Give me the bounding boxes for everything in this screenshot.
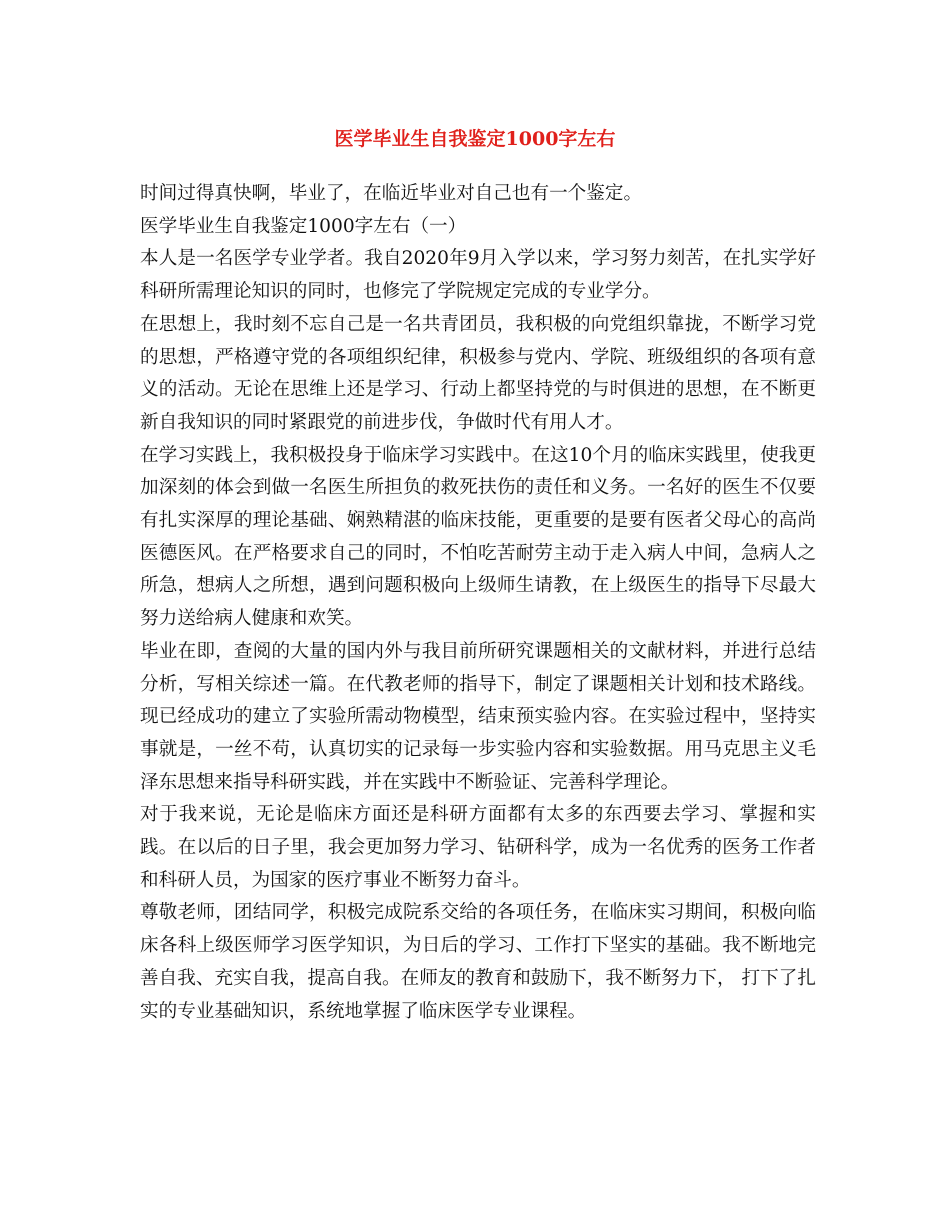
paragraph-section-heading: 医学毕业生自我鉴定1000字左右（一）	[140, 215, 467, 237]
paragraph-ideology: 在思想上，我时刻不忘自己是一名共青团员，我积极的向党组织靠拢，不断学习党的思想，严格遵守党的各项组织纪律，积极参与党内、学院、班级组织的各项有意义的活动。无论在思维上还是学习、行动上都坚持党的与时俱进的思想，在不断更新自我知识的同时紧跟党的前进步伐，争做时代有用人才。	[140, 313, 816, 433]
paragraph-clinical-practice: 在学习实践上，我积极投身于临床学习实践中。在这10个月的临床实践里，使我更加深刻的体会到做一名医生所担负的救死扶伤的责任和义务。一名好的医生不仅要有扎实深厚的理论基础、娴熟精湛的临床技能，更重要的是要有医者父母心的高尚医德医风。在严格要求自己的同时，不怕吃苦耐劳主动于走入病人中间，急病人之所急，想病人之所想，遇到问题积极向上级师生请教，在上级医生的指导下尽最大努力送给病人健康和欢笑。	[140, 444, 816, 630]
paragraph-introduction-self: 本人是一名医学专业学者。我自2020年9月入学以来，学习努力刻苦，在扎实学好科研所需理论知识的同时，也修完了学院规定完成的专业学分。	[140, 248, 816, 303]
paragraph-research: 毕业在即，查阅的大量的国内外与我目前所研究课题相关的文献材料，并进行总结分析，写相关综述一篇。在代教老师的指导下，制定了课题相关计划和技术路线。现已经成功的建立了实验所需动物模型，结束预实验内容。在实验过程中，坚持实事就是，一丝不苟，认真切实的记录每一步实验内容和实验数据。用马克思主义毛泽东思想来指导科研实践，并在实践中不断验证、完善科学理论。	[140, 640, 816, 793]
paragraph-conduct: 尊敬老师，团结同学，积极完成院系交给的各项任务，在临床实习期间，积极向临床各科上级医师学习医学知识，为日后的学习、工作打下坚实的基础。我不断地完善自我、充实自我，提高自我。在师友的教育和鼓励下，我不断努力下， 打下了扎实的专业基础知识，系统地掌握了临床医学专业课程。	[140, 902, 816, 1022]
document-body	[140, 178, 816, 1028]
document-title: 医学毕业生自我鉴定1000字左右	[334, 128, 616, 150]
paragraph-future: 对于我来说，无论是临床方面还是科研方面都有太多的东西要去学习、掌握和实践。在以后的日子里，我会更加努力学习、钻研科学，成为一名优秀的医务工作者和科研人员，为国家的医疗事业不断努力奋斗。	[140, 804, 816, 891]
paragraph-intro: 时间过得真快啊，毕业了，在临近毕业对自己也有一个鉴定。	[140, 183, 643, 204]
